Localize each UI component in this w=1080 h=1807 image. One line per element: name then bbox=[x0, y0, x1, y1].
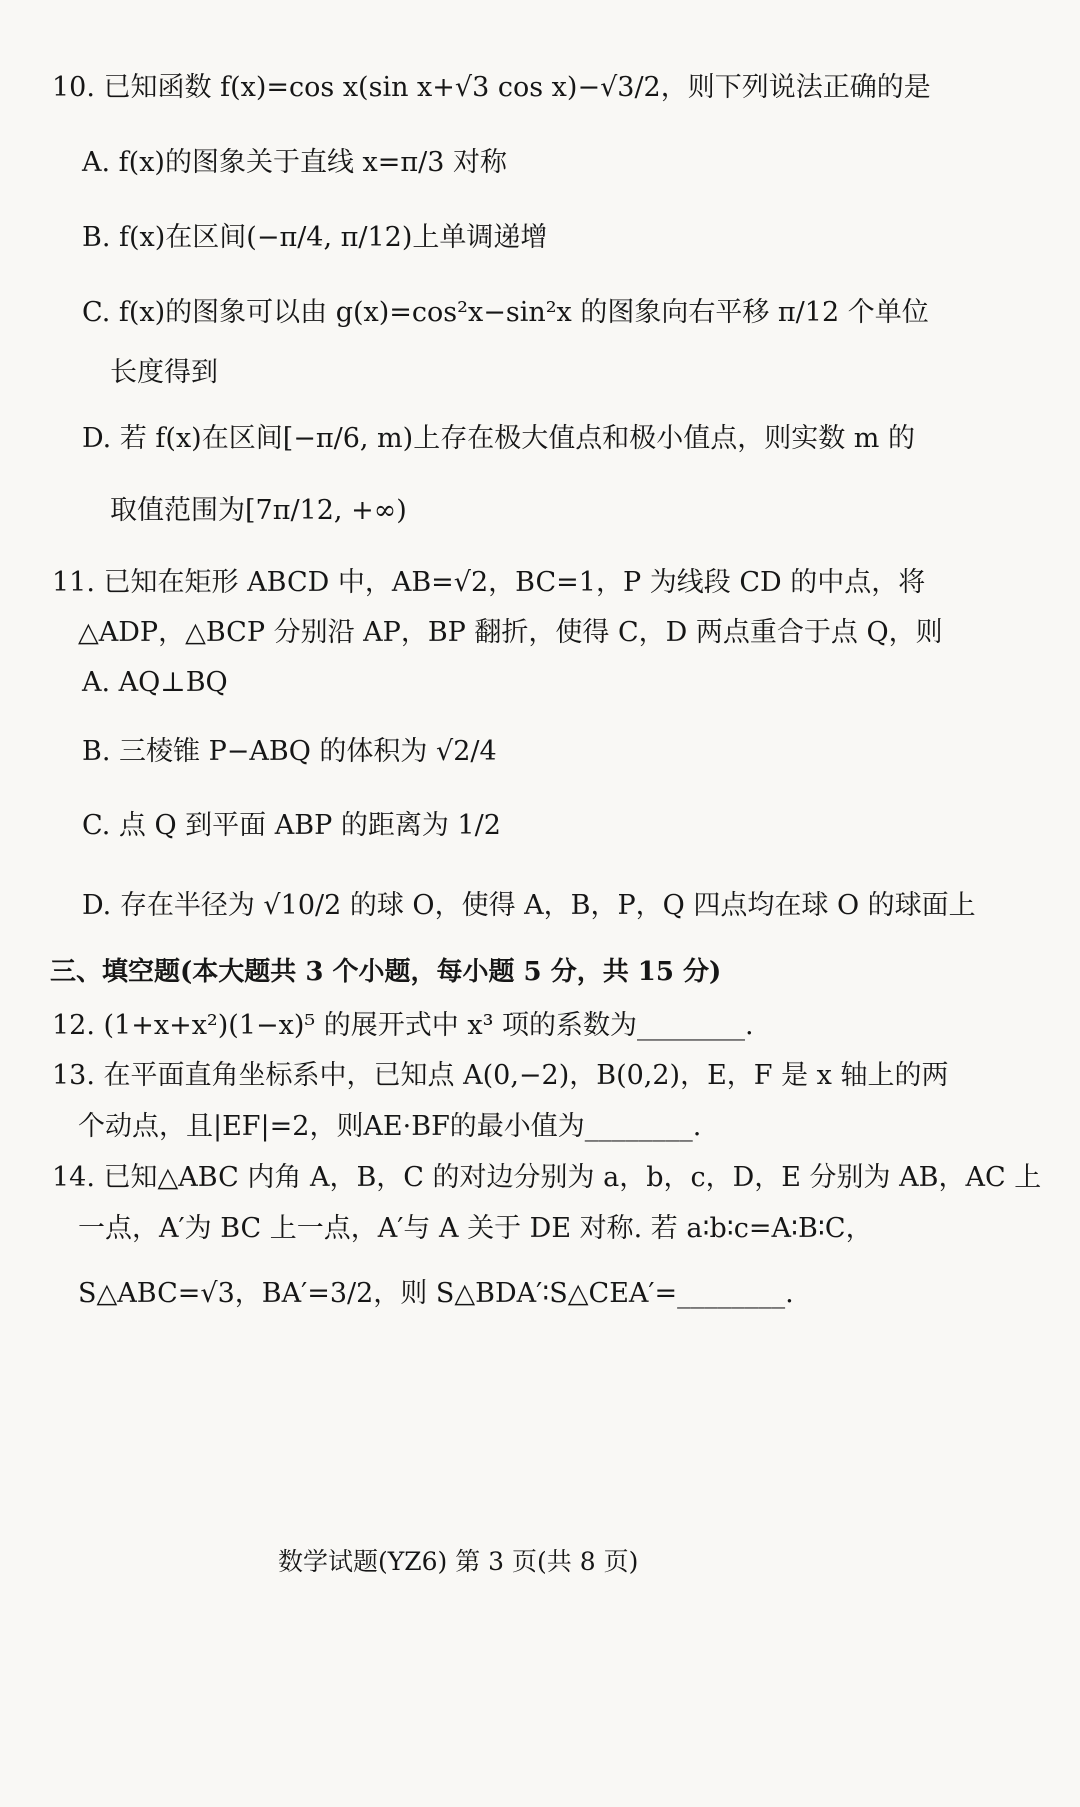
question-10-option-a: A. f(x)的图象关于直线 x=π/3 对称 bbox=[82, 147, 507, 178]
question-14-line-1: 14. 已知△ABC 内角 A，B，C 的对边分别为 a，b，c，D，E 分别为 AB，AC 上 bbox=[52, 1162, 1042, 1193]
question-11-stem: 11. 已知在矩形 ABCD 中，AB=√2，BC=1，P 为线段 CD 的中点，将 bbox=[52, 567, 926, 598]
page-footer: 数学试题(YZ6) 第 3 页(共 8 页) bbox=[278, 1547, 639, 1576]
question-10-option-d: D. 若 f(x)在区间[−π/6, m)上存在极大值点和极小值点，则实数 m 的 bbox=[82, 423, 915, 454]
question-12: 12. (1+x+x²)(1−x)⁵ 的展开式中 x³ 项的系数为________. bbox=[52, 1010, 754, 1041]
question-11-stem-cont: △ADP，△BCP 分别沿 AP，BP 翻折，使得 C，D 两点重合于点 Q，则 bbox=[78, 617, 943, 648]
question-13-line-1: 13. 在平面直角坐标系中，已知点 A(0,−2)，B(0,2)，E，F 是 x 轴上的两 bbox=[52, 1060, 949, 1091]
section-heading: 三、填空题(本大题共 3 个小题，每小题 5 分，共 15 分) bbox=[50, 957, 722, 987]
question-11-option-d: D. 存在半径为 √10/2 的球 O，使得 A，B，P，Q 四点均在球 O 的球面上 bbox=[82, 890, 976, 921]
question-14-line-2: 一点，A′为 BC 上一点，A′与 A 关于 DE 对称. 若 a∶b∶c=A∶B∶C， bbox=[78, 1213, 873, 1244]
question-10-option-d-cont: 取值范围为[7π/12, +∞) bbox=[110, 495, 407, 526]
question-11-option-c: C. 点 Q 到平面 ABP 的距离为 1/2 bbox=[82, 810, 501, 841]
question-10-stem: 10. 已知函数 f(x)=cos x(sin x+√3 cos x)−√3/2，则下列说法正确的是 bbox=[52, 72, 931, 103]
question-13-line-2: 个动点，且|EF|=2，则AE·BF的最小值为________. bbox=[78, 1111, 702, 1142]
question-10-option-b: B. f(x)在区间(−π/4, π/12)上单调递增 bbox=[82, 222, 548, 253]
question-11-option-a: A. AQ⊥BQ bbox=[82, 667, 228, 698]
question-14-line-3: S△ABC=√3，BA′=3/2，则 S△BDA′∶S△CEA′=________. bbox=[78, 1278, 794, 1309]
question-11-option-b: B. 三棱锥 P−ABQ 的体积为 √2/4 bbox=[82, 736, 497, 767]
question-10-option-c: C. f(x)的图象可以由 g(x)=cos²x−sin²x 的图象向右平移 π/12 个单位 bbox=[82, 297, 929, 328]
question-10-option-c-cont: 长度得到 bbox=[110, 357, 218, 388]
